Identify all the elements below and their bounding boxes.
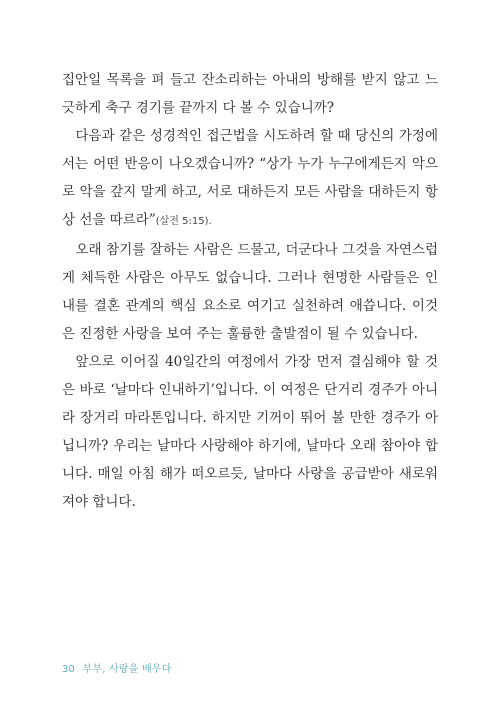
page-body xyxy=(62,66,438,516)
paragraph-1: 집안일 목록을 펴 들고 잔소리하는 아내의 방해를 받지 않고 느긋하게 축구 경기를 끝까지 다 볼 수 있습니까? xyxy=(62,72,438,116)
page-number: 30 xyxy=(62,664,76,675)
page-footer xyxy=(62,660,172,675)
paragraph-3: 오래 참기를 잘하는 사람은 드물고, 더군다나 그것을 자연스럽게 체득한 사람은 아무도 없습니다. 그러나 현명한 사람들은 인내를 결혼 관계의 핵심 요소로 여기고 실천하려 애씁니다. 이것은 진정한 사랑을 보여 주는 훌륭한 출발점이 될 수 있습니다. xyxy=(62,242,438,342)
book-title: 부부, 사랑을 배우다 xyxy=(82,664,172,675)
paragraph-4: 앞으로 이어질 40일간의 여정에서 가장 먼저 결심해야 할 것은 바로 ‘날마다 인내하기’입니다. 이 여정은 단거리 경주가 아니라 장거리 마라톤입니다. 하지만 기꺼이 뛰어 볼 만한 경주가 아닙니까? 우리는 날마다 사랑해야 하기에, 날마다 오래 참아야 합니다. 매일 아침 해가 떠오르듯, 날마다 사랑을 공급받아 새로워져야 합니다. xyxy=(62,354,438,510)
scripture-reference: (살전 5:15). xyxy=(155,216,212,227)
paragraph-2 xyxy=(62,122,438,236)
paragraph-2-text: 다음과 같은 성경적인 접근법을 시도하려 할 때 당신의 가정에서는 어떤 반응이 나오겠습니까? “상가 누가 누구에게든지 악으로 악을 갚지 말게 하고, 서로 대하든지 모든 사람을 대하든지 항상 선을 따르라” xyxy=(62,128,438,228)
